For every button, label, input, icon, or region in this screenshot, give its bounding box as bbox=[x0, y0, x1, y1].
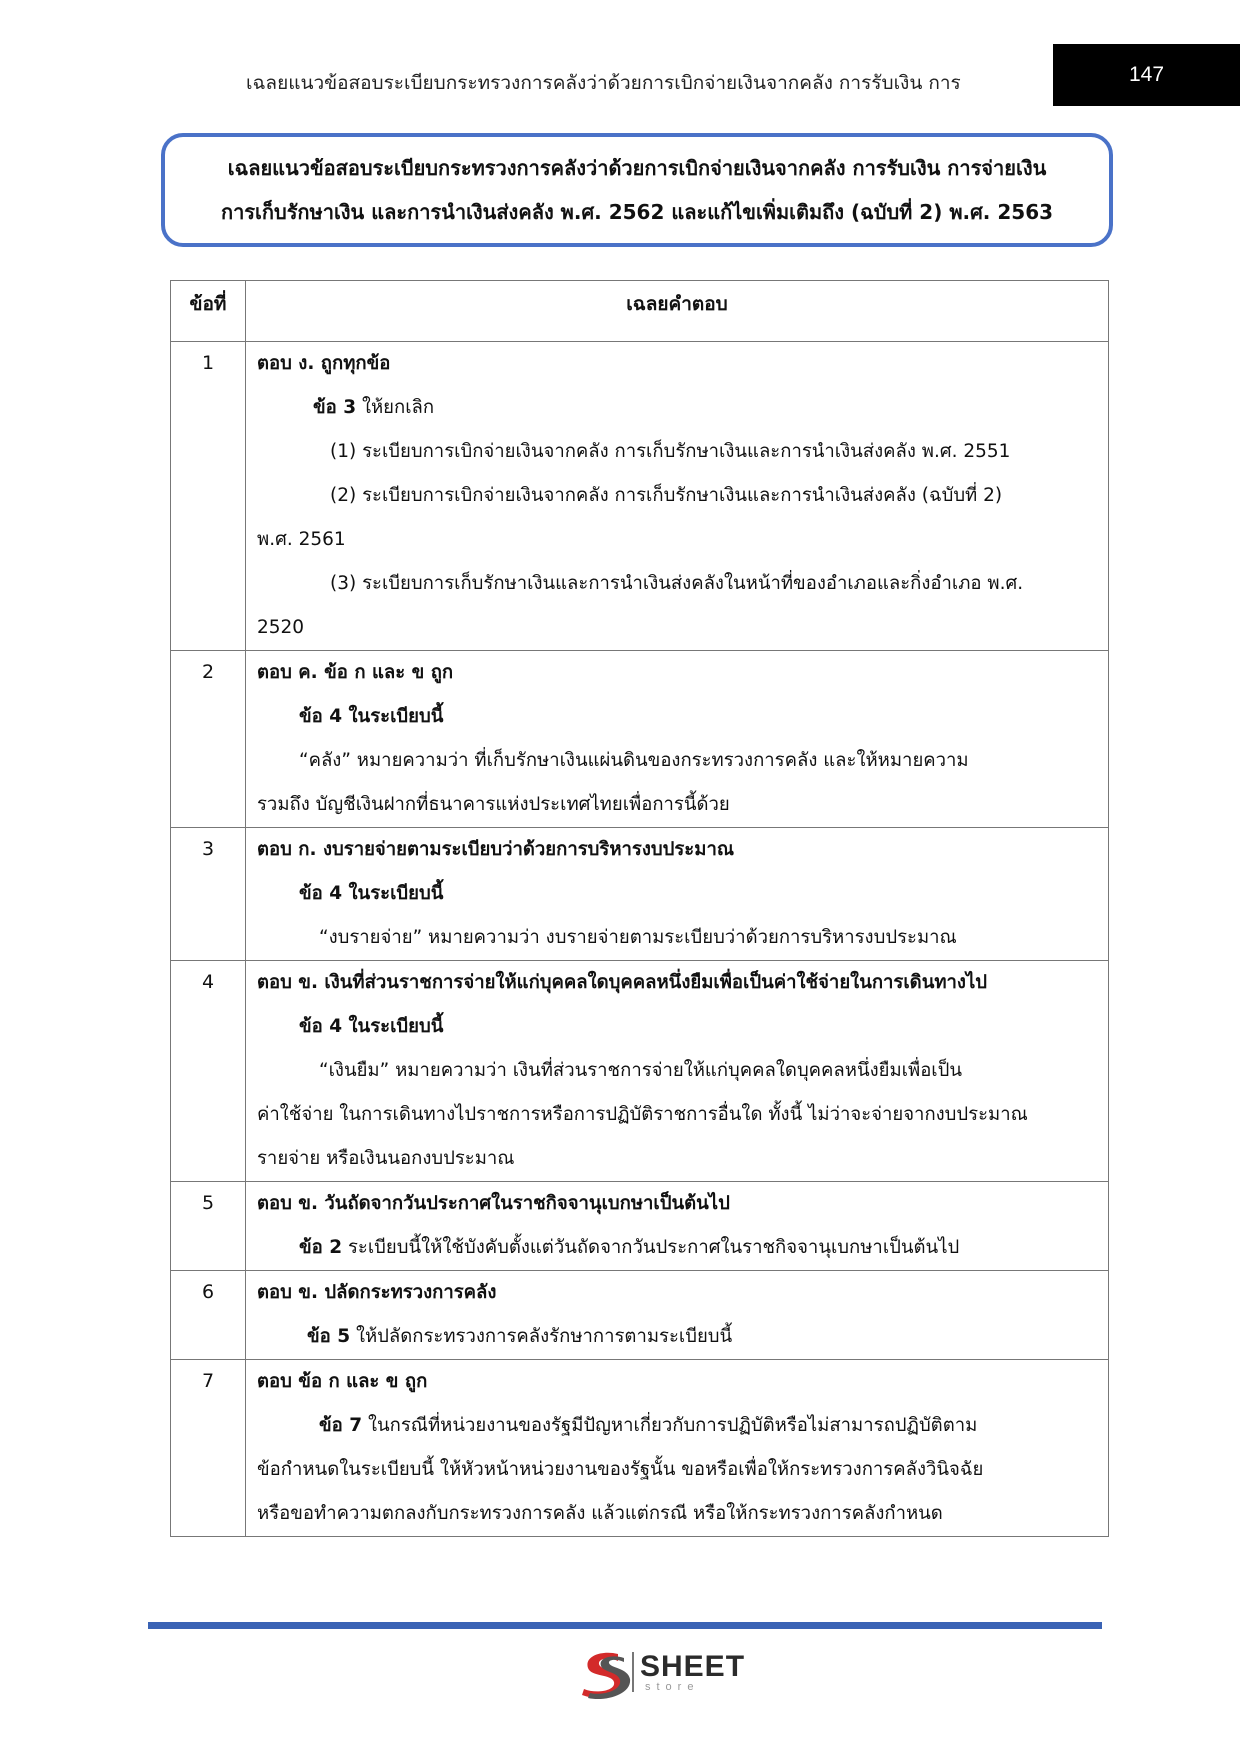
list-item-continuation: 2520 bbox=[257, 617, 305, 638]
clause-ref: ข้อ 4 ในระเบียบนี้ bbox=[299, 883, 444, 904]
answer-table bbox=[170, 280, 1109, 1537]
question-number: 1 bbox=[171, 342, 246, 651]
clause-text: ระเบียบนี้ให้ใช้บังคับตั้งแต่วันถัดจากวันประกาศในราชกิจจานุเบกษาเป็นต้นไป bbox=[342, 1237, 960, 1258]
column-header-answer: เฉลยคำตอบ bbox=[246, 281, 1109, 342]
answer-cell bbox=[246, 828, 1109, 961]
answer-cell bbox=[246, 1360, 1109, 1537]
clause-ref: ข้อ 2 bbox=[299, 1237, 343, 1258]
definition-line: ค่าใช้จ่าย ในการเดินทางไปราชการหรือการปฏิบัติราชการอื่นใด ทั้งนี้ ไม่ว่าจะจ่ายจากงบประมาณ bbox=[257, 1104, 1028, 1125]
title-line-1: เฉลยแนวข้อสอบระเบียบกระทรวงการคลังว่าด้วยการเบิกจ่ายเงินจากคลัง การรับเงิน การจ่ายเงิน bbox=[227, 156, 1047, 180]
question-number: 7 bbox=[171, 1360, 246, 1537]
logo-text: SHEET bbox=[640, 1650, 746, 1683]
answer-choice: ตอบ ข้อ ก และ ข ถูก bbox=[257, 1371, 428, 1392]
clause-line bbox=[257, 1404, 1098, 1448]
table-row bbox=[171, 342, 1109, 651]
question-number: 4 bbox=[171, 961, 246, 1182]
page-number: 147 bbox=[1053, 44, 1240, 106]
clause-continuation: หรือขอทำความตกลงกับกระทรวงการคลัง แล้วแต่กรณี หรือให้กระทรวงการคลังกำหนด bbox=[257, 1503, 943, 1524]
clause-continuation: ข้อกำหนดในระเบียบนี้ ให้หัวหน้าหน่วยงานของรัฐนั้น ขอหรือเพื่อให้กระทรวงการคลังวินิจฉัย bbox=[257, 1459, 984, 1480]
clause-ref: ข้อ 5 bbox=[307, 1326, 351, 1347]
table-row bbox=[171, 651, 1109, 828]
definition-line: รายจ่าย หรือเงินนอกงบประมาณ bbox=[257, 1148, 515, 1169]
list-item: (3) ระเบียบการเก็บรักษาเงินและการนำเงินส่งคลังในหน้าที่ของอำเภอและกิ่งอำเภอ พ.ศ. bbox=[330, 573, 1024, 594]
clause-line bbox=[257, 1226, 1098, 1270]
clause-line bbox=[257, 1315, 1098, 1359]
definition-line: “คลัง” หมายความว่า ที่เก็บรักษาเงินแผ่นดินของกระทรวงการคลัง และให้หมายความ bbox=[299, 750, 969, 771]
answer-choice: ตอบ ข. ปลัดกระทรวงการคลัง bbox=[257, 1282, 497, 1303]
definition-line: “งบรายจ่าย” หมายความว่า งบรายจ่ายตามระเบียบว่าด้วยการบริหารงบประมาณ bbox=[319, 927, 957, 948]
document-title bbox=[161, 133, 1113, 247]
table-row bbox=[171, 1271, 1109, 1360]
definition-line: รวมถึง บัญชีเงินฝากที่ธนาคารแห่งประเทศไทยเพื่อการนี้ด้วย bbox=[257, 794, 730, 815]
clause-ref: ข้อ 4 ในระเบียบนี้ bbox=[299, 706, 444, 727]
logo-subtext: store bbox=[645, 1681, 700, 1693]
table-row bbox=[171, 828, 1109, 961]
clause-ref: ข้อ 7 bbox=[319, 1415, 363, 1436]
clause-text: ให้ปลัดกระทรวงการคลังรักษาการตามระเบียบนี้ bbox=[350, 1326, 733, 1347]
answer-cell bbox=[246, 1271, 1109, 1360]
list-item: (2) ระเบียบการเบิกจ่ายเงินจากคลัง การเก็บรักษาเงินและการนำเงินส่งคลัง (ฉบับที่ 2) bbox=[330, 485, 1003, 506]
definition-line: “เงินยืม” หมายความว่า เงินที่ส่วนราชการจ่ายให้แก่บุคคลใดบุคคลหนึ่งยืมเพื่อเป็น bbox=[319, 1060, 963, 1081]
list-item: (1) ระเบียบการเบิกจ่ายเงินจากคลัง การเก็บรักษาเงินและการนำเงินส่งคลัง พ.ศ. 2551 bbox=[330, 441, 1011, 462]
question-number: 2 bbox=[171, 651, 246, 828]
footer-rule bbox=[148, 1622, 1102, 1629]
answer-cell bbox=[246, 342, 1109, 651]
table-header-row bbox=[171, 281, 1109, 342]
table-row bbox=[171, 1360, 1109, 1537]
answer-choice: ตอบ ข. เงินที่ส่วนราชการจ่ายให้แก่บุคคลใดบุคคลหนึ่งยืมเพื่อเป็นค่าใช้จ่ายในการเดินทางไป bbox=[257, 972, 988, 993]
answer-cell bbox=[246, 1182, 1109, 1271]
column-header-number: ข้อที่ bbox=[171, 281, 246, 342]
title-line-2: การเก็บรักษาเงิน และการนำเงินส่งคลัง พ.ศ. 2562 และแก้ไขเพิ่มเติมถึง (ฉบับที่ 2) พ.ศ. 2563 bbox=[220, 200, 1054, 224]
answer-cell bbox=[246, 651, 1109, 828]
question-number: 3 bbox=[171, 828, 246, 961]
list-item-continuation: พ.ศ. 2561 bbox=[257, 529, 346, 550]
clause-line bbox=[257, 386, 1098, 430]
answer-choice: ตอบ ก. งบรายจ่ายตามระเบียบว่าด้วยการบริหารงบประมาณ bbox=[257, 839, 734, 860]
answer-choice: ตอบ ค. ข้อ ก และ ข ถูก bbox=[257, 662, 454, 683]
table-row bbox=[171, 961, 1109, 1182]
clause-text: ให้ยกเลิก bbox=[356, 397, 435, 418]
answer-choice: ตอบ ง. ถูกทุกข้อ bbox=[257, 353, 391, 374]
clause-ref: ข้อ 4 ในระเบียบนี้ bbox=[299, 1016, 444, 1037]
answer-cell bbox=[246, 961, 1109, 1182]
answer-choice: ตอบ ข. วันถัดจากวันประกาศในราชกิจจานุเบกษาเป็นต้นไป bbox=[257, 1193, 730, 1214]
clause-text: ในกรณีที่หน่วยงานของรัฐมีปัญหาเกี่ยวกับการปฏิบัติหรือไม่สามารถปฏิบัติตาม bbox=[362, 1415, 978, 1436]
running-header: เฉลยแนวข้อสอบระเบียบกระทรวงการคลังว่าด้วยการเบิกจ่ายเงินจากคลัง การรับเงิน การ bbox=[246, 72, 961, 94]
clause-ref: ข้อ 3 bbox=[313, 397, 357, 418]
question-number: 5 bbox=[171, 1182, 246, 1271]
question-number: 6 bbox=[171, 1271, 246, 1360]
table-row bbox=[171, 1182, 1109, 1271]
